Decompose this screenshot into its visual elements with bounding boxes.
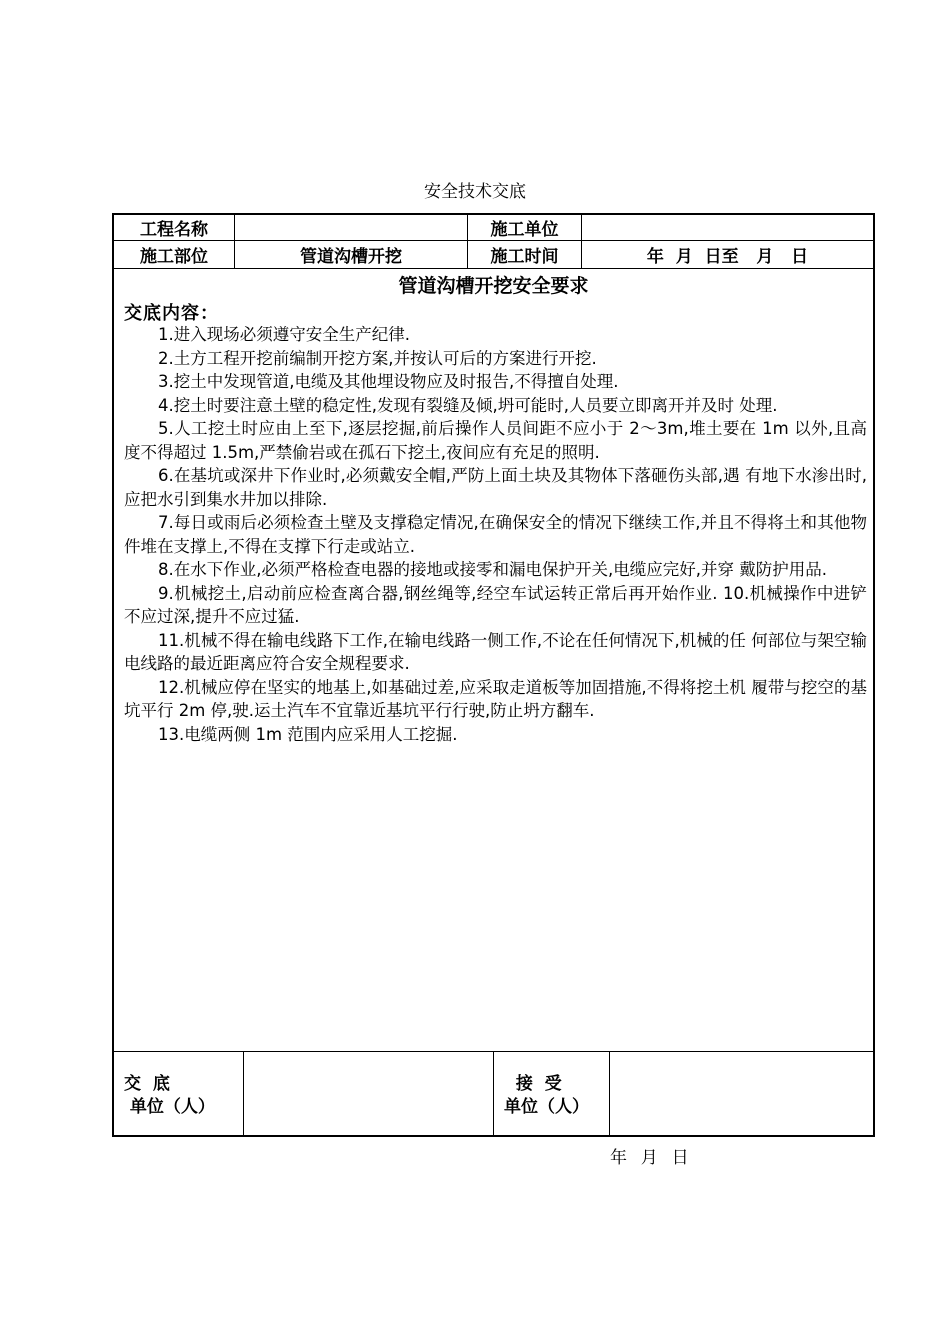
list-item: 12.机械应停在坚实的地基上,如基础过差,应采取走道板等加固措施,不得将挖土机 履带与挖空的基坑平行 2m 停,驶.运土汽车不宜靠近基坑平行行驶,防止坍方翻车. [124,677,867,720]
list-item: 11.机械不得在输电线路下工作,在输电线路一侧工作,不论在任何情况下,机械的任 何部位与架空输电线路的最近距离应符合安全规程要求. [124,630,867,673]
construction-part-label: 施工部位 [140,247,208,267]
construction-time-label: 施工时间 [490,247,559,267]
list-item: 2.土方工程开挖前编制开挖方案,并按认可后的方案进行开挖. [158,348,597,368]
header-bottom-divider [114,268,873,269]
content-label: 交底内容： [124,303,219,324]
construction-unit-field[interactable] [582,215,873,240]
list-item: 3.挖土中发现管道,电缆及其他埋设物应及时报告,不得擅自处理. [158,372,619,391]
safety-briefing-form [112,213,875,1137]
list-item: 7.每日或雨后必须检查土壁及支撑稳定情况,在确保安全的情况下继续工作,并且不得将土和其他物件堆在支撑上,不得在支撑下行走或站立. [124,513,867,556]
footer-date: 年 月 日 [610,1148,690,1168]
list-item: 8.在水下作业,必须严格检查电器的接地或接零和漏电保护开关,电缆应完好,并穿 戴防护用品. [158,560,827,579]
construction-time-field[interactable]: 年 月 日至 月 日 [646,247,809,267]
receiver-signature-field[interactable] [610,1052,873,1137]
construction-unit-label: 施工单位 [490,220,559,240]
list-item: 6.在基坑或深井下作业时,必须戴安全帽,严防上面土块及其物体下落砸伤头部,遇 有地下水渗出时,应把水引到集水井加以排除. [124,466,867,509]
document-title: 安全技术交底 [424,182,526,202]
project-name-field[interactable] [235,215,467,240]
construction-part-field[interactable]: 管道沟槽开挖 [300,247,402,267]
receiver-unit-label: 接 受 单位（人） [504,1074,589,1117]
list-item: 5.人工挖土时应由上至下,逐层挖掘,前后操作人员间距不应小于 2～3m,堆土要在 1m 以外,且高度不得超过 1.5m,严禁偷岩或在孤石下挖土,夜间应有充足的照明. [124,419,867,462]
list-item: 1.进入现场必须遵守安全生产纪律. [158,325,410,344]
list-item: 9.机械挖土,启动前应检查离合器,钢丝绳等,经空车试运转正常后再开始作业. 10.机械操作中进铲不应过深,提升不应过猛. [124,583,867,626]
list-item: 13.电缆两侧 1m 范围内应采用人工挖掘. [158,724,458,744]
content-body [124,323,867,746]
section-title: 管道沟槽开挖安全要求 [398,275,589,297]
handover-unit-label: 交 底 单位（人） [124,1074,215,1117]
project-name-label: 工程名称 [140,220,208,240]
signature-column-divider [493,1051,494,1137]
list-item: 4.挖土时要注意土壁的稳定性,发现有裂缝及倾,坍可能时,人员要立即离开并及时 处理. [158,395,778,415]
handover-signature-field[interactable] [244,1052,493,1137]
